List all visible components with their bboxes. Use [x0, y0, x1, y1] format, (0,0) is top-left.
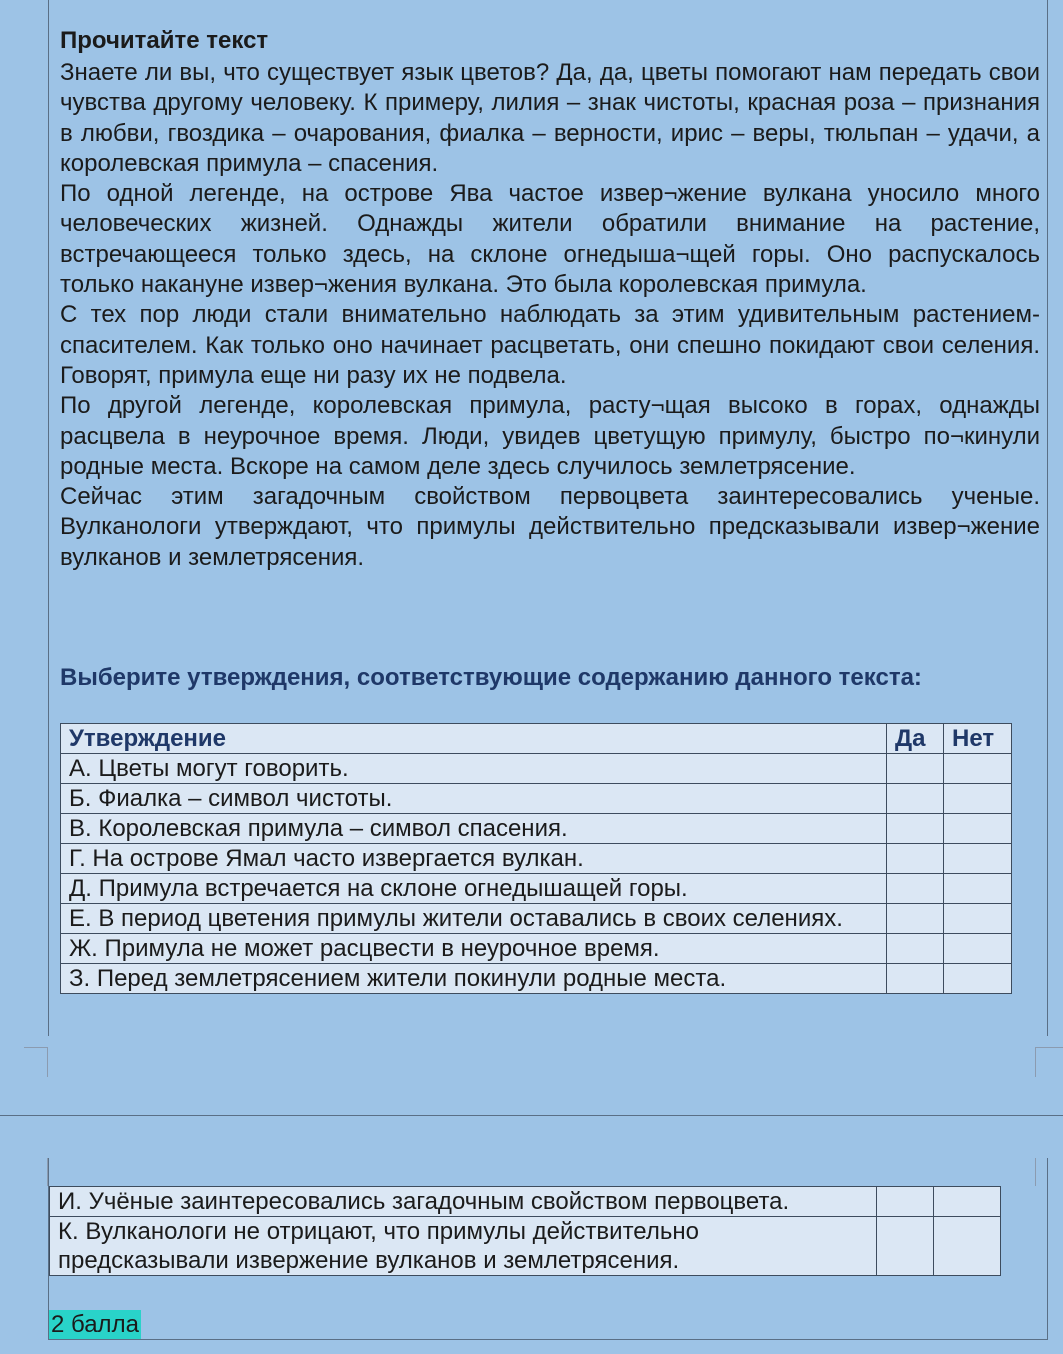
yes-answer-cell[interactable]	[887, 934, 944, 964]
table-row	[50, 1217, 1001, 1276]
text-heading: Прочитайте текст	[60, 27, 269, 54]
no-answer-cell[interactable]	[944, 784, 1012, 814]
statement-cell: Б. Фиалка – символ чистоты.	[61, 784, 887, 814]
paragraph-1: Знаете ли вы, что существует язык цветов? Да, да, цветы помогают нам передать свои чувства другому человеку. К примеру, лилия – знак чистоты, красная роза – признания в любви, гвоздика – очарования, фиалка – верности, ирис – веры, тюльпан – удачи, а королевская примула – спасения.	[60, 59, 1040, 177]
table-row	[61, 904, 1012, 934]
table-row	[61, 874, 1012, 904]
header-statement: Утверждение	[61, 724, 887, 754]
table-row	[61, 814, 1012, 844]
paragraph-3: С тех пор люди стали внимательно наблюдать за этим удивительным растением-спасителем. Как только оно начинает расцветать, они спешно покидают свои селения. Говорят, примула еще ни разу их не подвела.	[60, 301, 1040, 389]
yes-answer-cell[interactable]	[887, 784, 944, 814]
no-answer-cell[interactable]	[934, 1187, 1001, 1217]
crop-mark	[1035, 1047, 1063, 1048]
no-answer-cell[interactable]	[944, 904, 1012, 934]
no-answer-cell[interactable]	[944, 844, 1012, 874]
page-separator	[0, 1115, 1063, 1116]
score-label: 2 балла	[51, 1311, 139, 1338]
table-row	[61, 844, 1012, 874]
table-row	[61, 934, 1012, 964]
question-prompt: Выберите утверждения, соответствующие содержанию данного текста:	[60, 664, 922, 691]
yes-answer-cell[interactable]	[887, 874, 944, 904]
table-row	[50, 1187, 1001, 1217]
yes-answer-cell[interactable]	[887, 844, 944, 874]
statement-cell: Г. На острове Ямал часто извергается вулкан.	[61, 844, 887, 874]
statement-cell: В. Королевская примула – символ спасения.	[61, 814, 887, 844]
statement-cell: З. Перед землетрясением жители покинули родные места.	[61, 964, 887, 994]
yes-answer-cell[interactable]	[877, 1187, 934, 1217]
paragraph-5: Сейчас этим загадочным свойством первоцвета заинтересовались ученые. Вулканологи утверждают, что примулы действительно предсказывали извер¬жение вулканов и землетрясения.	[60, 483, 1040, 571]
no-answer-cell[interactable]	[944, 814, 1012, 844]
paragraph-4: По другой легенде, королевская примула, расту¬щая высоко в горах, однажды расцвела в неурочное время. Люди, увидев цветущую примулу, быстро по¬кинули родные места. Вскоре на самом деле здесь случилось землетрясение.	[60, 392, 1040, 480]
statement-cell: Е. В период цветения примулы жители оставались в своих селениях.	[61, 904, 887, 934]
yes-answer-cell[interactable]	[887, 754, 944, 784]
crop-mark	[24, 1047, 48, 1048]
header-no: Нет	[944, 724, 1012, 754]
statements-table	[60, 723, 1012, 994]
crop-mark	[1035, 1047, 1036, 1077]
header-yes: Да	[887, 724, 944, 754]
yes-answer-cell[interactable]	[877, 1217, 934, 1276]
no-answer-cell[interactable]	[944, 754, 1012, 784]
table-header-row	[61, 724, 1012, 754]
no-answer-cell[interactable]	[944, 874, 1012, 904]
statement-cell: И. Учёные заинтересовались загадочным свойством первоцвета.	[50, 1187, 877, 1217]
yes-answer-cell[interactable]	[887, 964, 944, 994]
no-answer-cell[interactable]	[944, 964, 1012, 994]
crop-mark	[47, 1047, 48, 1077]
reading-text	[60, 26, 1040, 573]
table-row	[61, 754, 1012, 784]
statement-cell: Ж. Примула не может расцвести в неурочное время.	[61, 934, 887, 964]
table-row	[61, 784, 1012, 814]
table-row	[61, 964, 1012, 994]
no-answer-cell[interactable]	[934, 1217, 1001, 1276]
yes-answer-cell[interactable]	[887, 904, 944, 934]
statement-cell: А. Цветы могут говорить.	[61, 754, 887, 784]
statements-table-continued	[49, 1186, 1001, 1276]
yes-answer-cell[interactable]	[887, 814, 944, 844]
statement-cell: К. Вулканологи не отрицают, что примулы действительно предсказывали извержение вулканов и землетрясения.	[50, 1217, 877, 1276]
paragraph-2: По одной легенде, на острове Ява частое извер¬жение вулкана уносило много человеческих жизней. Однажды жители обратили внимание на растение, встречающееся только здесь, на склоне огнедыша¬щей горы. Оно распускалось только накануне извер¬жения вулкана. Это была королевская примула.	[60, 180, 1040, 299]
no-answer-cell[interactable]	[944, 934, 1012, 964]
statement-cell: Д. Примула встречается на склоне огнедышащей горы.	[61, 874, 887, 904]
